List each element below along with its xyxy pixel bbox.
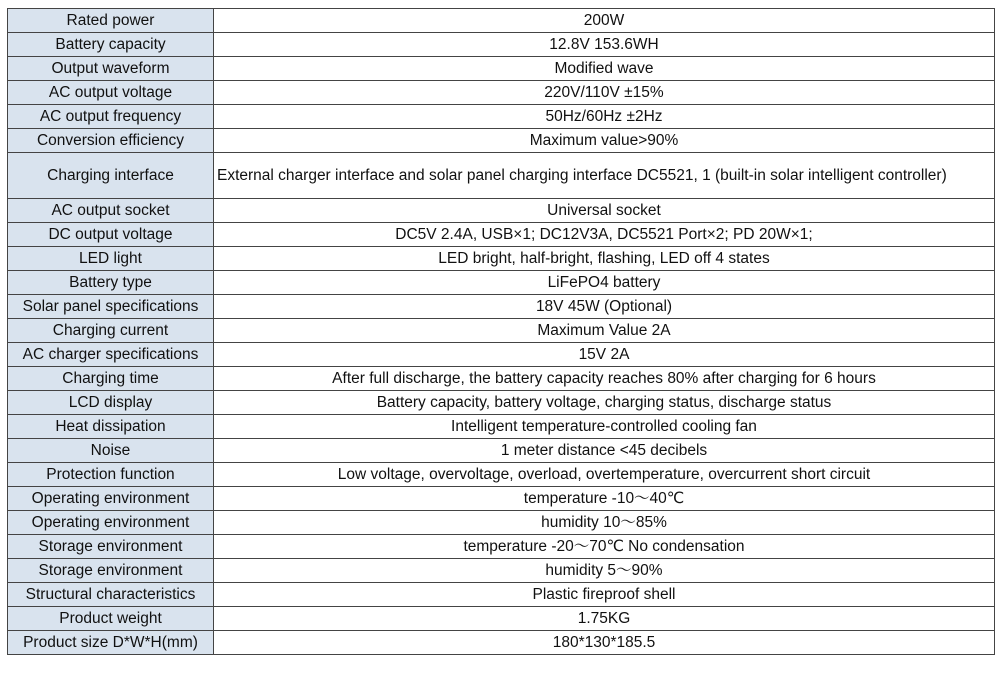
spec-label: Conversion efficiency <box>8 129 214 153</box>
spec-label: Solar panel specifications <box>8 295 214 319</box>
spec-value: 180*130*185.5 <box>214 631 995 655</box>
spec-value: DC5V 2.4A, USB×1; DC12V3A, DC5521 Port×2; PD 20W×1; <box>214 223 995 247</box>
spec-value: 15V 2A <box>214 343 995 367</box>
spec-label: Operating environment <box>8 511 214 535</box>
spec-value: Maximum Value 2A <box>214 319 995 343</box>
table-row <box>8 367 995 391</box>
table-row <box>8 559 995 583</box>
spec-label: Charging interface <box>8 153 214 199</box>
table-row <box>8 463 995 487</box>
spec-value: 50Hz/60Hz ±2Hz <box>214 105 995 129</box>
spec-value: 18V 45W (Optional) <box>214 295 995 319</box>
table-row <box>8 343 995 367</box>
spec-value: humidity 5～90% <box>214 559 995 583</box>
spec-label: Structural characteristics <box>8 583 214 607</box>
spec-label: Rated power <box>8 9 214 33</box>
spec-value: Low voltage, overvoltage, overload, overtemperature, overcurrent short circuit <box>214 463 995 487</box>
table-row <box>8 247 995 271</box>
table-row <box>8 223 995 247</box>
spec-value: 1 meter distance <45 decibels <box>214 439 995 463</box>
spec-label: Battery capacity <box>8 33 214 57</box>
spec-label: Heat dissipation <box>8 415 214 439</box>
spec-value: LiFePO4 battery <box>214 271 995 295</box>
spec-value: 200W <box>214 9 995 33</box>
table-row <box>8 415 995 439</box>
table-row <box>8 153 995 199</box>
table-row <box>8 33 995 57</box>
spec-value: Modified wave <box>214 57 995 81</box>
table-row <box>8 57 995 81</box>
spec-label: Protection function <box>8 463 214 487</box>
spec-value: Maximum value>90% <box>214 129 995 153</box>
spec-label: Battery type <box>8 271 214 295</box>
table-row <box>8 271 995 295</box>
table-row <box>8 295 995 319</box>
table-row <box>8 199 995 223</box>
spec-label: LCD display <box>8 391 214 415</box>
spec-value: LED bright, half-bright, flashing, LED off 4 states <box>214 247 995 271</box>
table-row <box>8 511 995 535</box>
spec-value: temperature -20～70℃ No condensation <box>214 535 995 559</box>
spec-label: AC output socket <box>8 199 214 223</box>
spec-label: Output waveform <box>8 57 214 81</box>
spec-label: DC output voltage <box>8 223 214 247</box>
spec-label: Storage environment <box>8 535 214 559</box>
table-row <box>8 583 995 607</box>
table-row <box>8 535 995 559</box>
spec-value: 12.8V 153.6WH <box>214 33 995 57</box>
spec-value: Plastic fireproof shell <box>214 583 995 607</box>
spec-value: temperature -10～40℃ <box>214 487 995 511</box>
spec-value: 220V/110V ±15% <box>214 81 995 105</box>
table-row <box>8 607 995 631</box>
spec-value: Battery capacity, battery voltage, charging status, discharge status <box>214 391 995 415</box>
spec-label: Product size D*W*H(mm) <box>8 631 214 655</box>
table-row <box>8 105 995 129</box>
spec-table <box>7 8 995 655</box>
spec-label: Charging current <box>8 319 214 343</box>
spec-label: LED light <box>8 247 214 271</box>
spec-label: Noise <box>8 439 214 463</box>
spec-value: 1.75KG <box>214 607 995 631</box>
spec-label: AC output frequency <box>8 105 214 129</box>
spec-label: Product weight <box>8 607 214 631</box>
spec-value: Universal socket <box>214 199 995 223</box>
table-row <box>8 439 995 463</box>
table-row <box>8 391 995 415</box>
spec-label: Charging time <box>8 367 214 391</box>
spec-label: Operating environment <box>8 487 214 511</box>
table-row <box>8 319 995 343</box>
spec-value: Intelligent temperature-controlled cooling fan <box>214 415 995 439</box>
table-row <box>8 9 995 33</box>
spec-value: humidity 10～85% <box>214 511 995 535</box>
table-row <box>8 81 995 105</box>
spec-label: Storage environment <box>8 559 214 583</box>
spec-label: AC output voltage <box>8 81 214 105</box>
table-row <box>8 487 995 511</box>
table-row <box>8 631 995 655</box>
table-row <box>8 129 995 153</box>
spec-label: AC charger specifications <box>8 343 214 367</box>
spec-value: After full discharge, the battery capacity reaches 80% after charging for 6 hours <box>214 367 995 391</box>
spec-value: External charger interface and solar panel charging interface DC5521, 1 (built-in solar intelligent controller) <box>214 153 995 199</box>
